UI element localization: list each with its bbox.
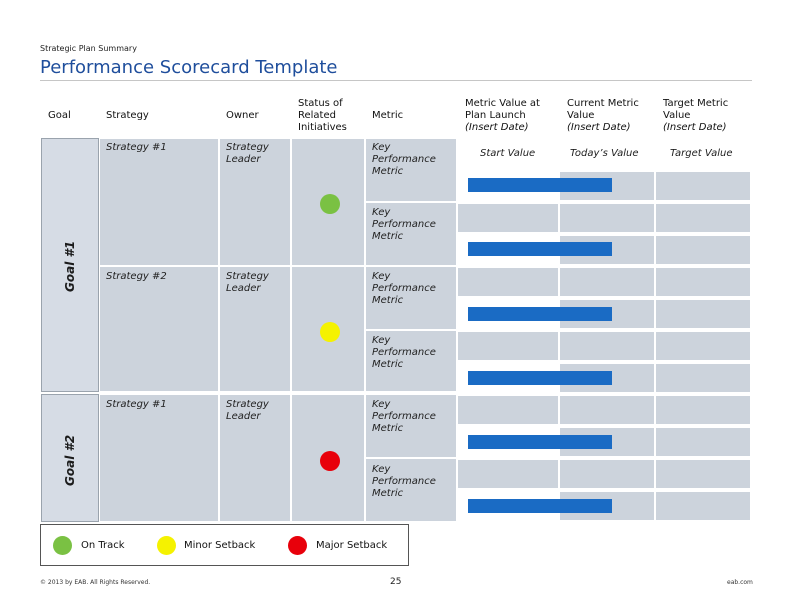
target-value-cell[interactable] — [655, 395, 751, 425]
metric-label-2: Key Performance Metric — [372, 207, 436, 242]
status-dot-on-track — [320, 194, 340, 214]
launch-value-cell[interactable] — [457, 267, 559, 297]
metric-label-1: Key Performance Metric — [372, 142, 436, 177]
metric-label-6: Key Performance Metric — [372, 464, 436, 499]
metric-label-3: Key Performance Metric — [372, 271, 436, 306]
col-header-current-date: (Insert Date) — [567, 122, 631, 133]
target-value-cell[interactable] — [655, 363, 751, 393]
major-setback-legend-dot — [288, 536, 307, 555]
target-value-label: Target Value — [670, 148, 733, 159]
current-value-cell[interactable] — [559, 395, 655, 425]
minor-setback-legend-label: Minor Setback — [184, 540, 256, 551]
start-value-bar — [468, 307, 612, 321]
current-value-cell[interactable] — [559, 267, 655, 297]
target-value-cell[interactable] — [655, 459, 751, 489]
start-value-bar — [468, 371, 612, 385]
col-header-strategy: Strategy — [106, 110, 149, 121]
supertitle: Strategic Plan Summary — [40, 44, 137, 53]
col-header-owner: Owner — [226, 110, 259, 121]
current-value-cell[interactable] — [559, 331, 655, 361]
goal-1-label: Goal #1 — [63, 240, 77, 292]
current-value-cell[interactable] — [559, 203, 655, 233]
strategy-owner-2: Strategy Leader — [226, 271, 269, 294]
strategy-name-2: Strategy #2 — [106, 271, 167, 282]
start-value-bar — [468, 242, 612, 256]
col-header-launch — [465, 98, 555, 134]
target-value-cell[interactable] — [655, 235, 751, 265]
status-legend — [40, 524, 409, 566]
page-title: Performance Scorecard Template — [40, 57, 338, 78]
on-track-legend-label: On Track — [81, 540, 125, 551]
strategy-name-1: Strategy #1 — [106, 142, 167, 153]
strategy-cell-1 — [99, 138, 219, 266]
target-value-cell[interactable] — [655, 427, 751, 457]
current-value-cell[interactable] — [559, 459, 655, 489]
todays-value-label: Today’s Value — [570, 148, 639, 159]
col-header-launch-title: Metric Value at Plan Launch — [465, 98, 540, 121]
start-value-bar — [468, 435, 612, 449]
metric-label-5: Key Performance Metric — [372, 399, 436, 434]
goal-2-label: Goal #2 — [63, 434, 77, 486]
strategy-cell-2 — [99, 266, 219, 392]
target-value-cell[interactable] — [655, 299, 751, 329]
strategy-owner-3: Strategy Leader — [226, 399, 269, 422]
target-value-cell[interactable] — [655, 331, 751, 361]
strategy-cell-3 — [99, 394, 219, 522]
on-track-legend-dot — [53, 536, 72, 555]
col-header-goal: Goal — [48, 110, 71, 121]
status-dot-minor-setback — [320, 322, 340, 342]
page-number: 25 — [390, 577, 402, 587]
col-header-current — [567, 98, 653, 134]
start-value-bar — [468, 499, 612, 513]
strategy-name-3: Strategy #1 — [106, 399, 167, 410]
launch-value-cell[interactable] — [457, 203, 559, 233]
col-header-target — [663, 98, 749, 134]
col-header-status: Status of Related Initiatives — [298, 98, 347, 133]
col-header-launch-date: (Insert Date) — [465, 122, 529, 133]
start-value-bar — [468, 178, 612, 192]
col-header-metric: Metric — [372, 110, 404, 121]
metric-label-4: Key Performance Metric — [372, 335, 436, 370]
target-value-cell[interactable] — [655, 491, 751, 521]
target-value-cell[interactable] — [655, 171, 751, 201]
col-header-current-title: Current Metric Value — [567, 98, 639, 121]
strategy-owner-1: Strategy Leader — [226, 142, 269, 165]
target-value-cell[interactable] — [655, 267, 751, 297]
launch-value-cell[interactable] — [457, 459, 559, 489]
launch-value-cell[interactable] — [457, 395, 559, 425]
copyright: © 2013 by EAB. All Rights Reserved. — [40, 579, 151, 586]
start-value-label: Start Value — [480, 148, 536, 159]
col-header-target-date: (Insert Date) — [663, 122, 727, 133]
site-url: eab.com — [727, 579, 753, 586]
status-dot-major-setback — [320, 451, 340, 471]
title-divider — [40, 80, 752, 81]
col-header-target-title: Target Metric Value — [663, 98, 729, 121]
minor-setback-legend-dot — [157, 536, 176, 555]
launch-value-cell[interactable] — [457, 331, 559, 361]
major-setback-legend-label: Major Setback — [316, 540, 388, 551]
target-value-cell[interactable] — [655, 203, 751, 233]
